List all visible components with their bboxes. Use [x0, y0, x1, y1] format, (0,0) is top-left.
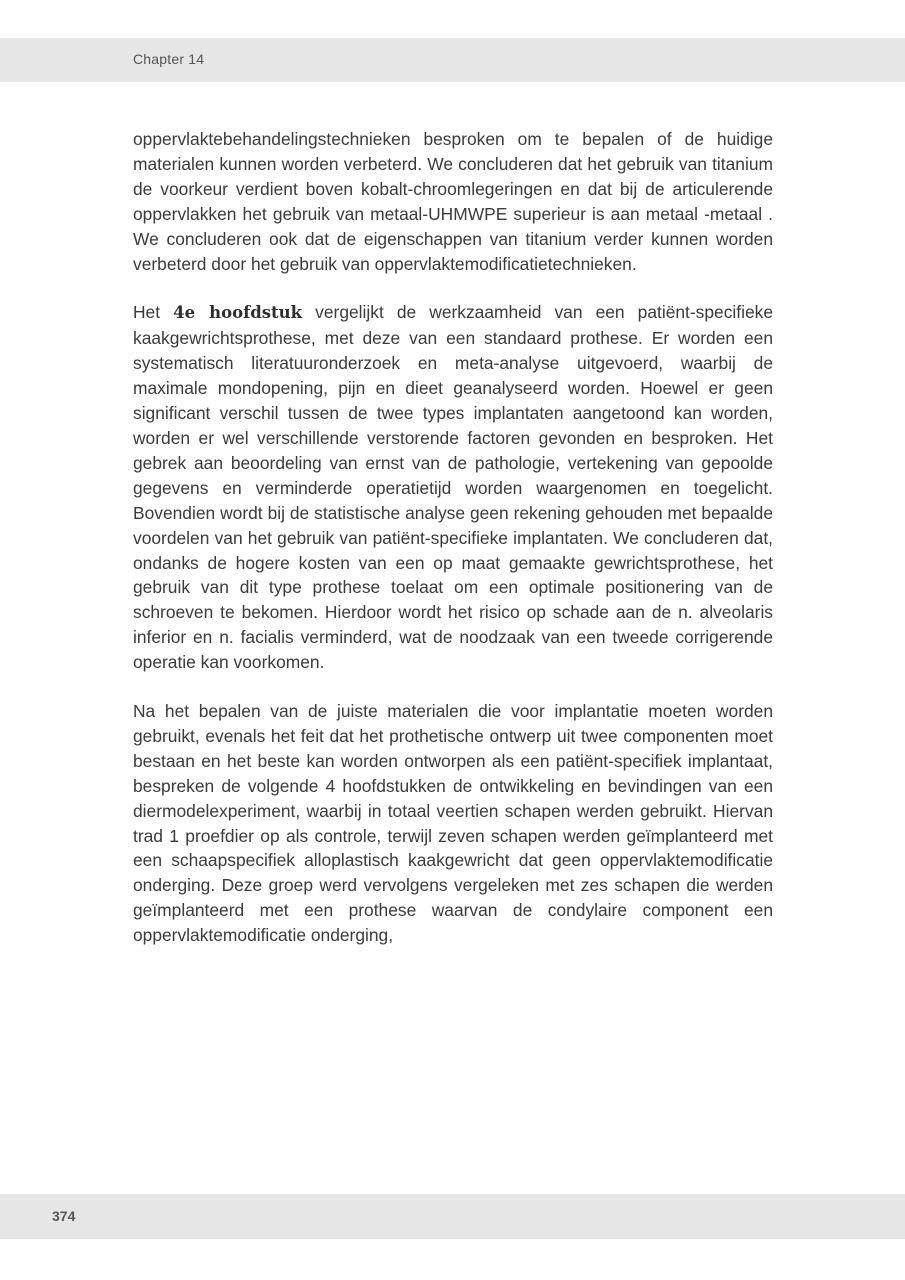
running-header — [0, 38, 905, 82]
page-number: 374 — [52, 1208, 76, 1224]
paragraph-2-text: vergelijkt de werkzaamheid van een patiënt-specifieke kaakgewrichtsprothese, met deze van een standaard prothese. Er worden een systematisch literatuuronderzoek en meta-analyse uitgevoerd, waarbij de maximale mondopening, pijn en dieet geanalyseerd worden. Hoewel er geen significant verschil tussen de twee types implantaten aangetoond kan worden, worden er wel verschillende verstorende factoren gevonden en besproken. Het gebrek aan beoordeling van ernst van de pathologie, vertekening van gepoolde gegevens en verminderde operatietijd worden waargenomen en toegelicht. Bovendien wordt bij de statistische analyse geen rekening gehouden met bepaalde voordelen van het gebruik van patiënt-specifieke implantaten. We concluderen dat, ondanks de hogere kosten van een op maat gemaakte gewrichtsprothese, het gebruik van dit type prothese toelaat om een optimale positionering van de schroeven te bekomen. Hierdoor wordt het risico op schade aan de n. alveolaris inferior en n. facialis verminderd, wat de noodzaak van een tweede corrigerende operatie kan voorkomen. — [133, 302, 773, 673]
body-text — [133, 127, 773, 972]
running-footer — [0, 1194, 905, 1239]
paragraph-3: Na het bepalen van de juiste materialen die voor implantatie moeten worden gebruikt, evenals het feit dat het prothetische ontwerp uit twee componenten moet bestaan en het beste kan worden ontworpen als een patiënt-specifiek implantaat, bespreken de volgende 4 hoofdstukken de ontwikkeling en bevindingen van een diermodelexperiment, waarbij in totaal veertien schapen werden gebruikt. Hiervan trad 1 proefdier op als controle, terwijl zeven schapen werden geïmplanteerd met een schaapspecifiek alloplastisch kaakgewricht dat geen oppervlaktemodificatie onderging. Deze groep werd vervolgens vergeleken met zes schapen die werden geïmplanteerd met een prothese waarvan de condylaire component een oppervlaktemodificatie onderging, — [133, 701, 773, 946]
chapter-4-emphasis: 4e hoofdstuk — [173, 303, 303, 323]
paragraph-1: oppervlaktebehandelingstechnieken besproken om te bepalen of de huidige materialen kunnen worden verbeterd. We concluderen dat het gebruik van titanium de voorkeur verdient boven kobalt-chroomlegeringen en dat bij de articulerende oppervlakken het gebruik van metaal-UHMWPE superieur is aan metaal -metaal . We concluderen ook dat de eigenschappen van titanium verder kunnen worden verbeterd door het gebruik van oppervlaktemodificatietechnieken. — [133, 129, 773, 274]
paragraph-2-prefix: Het — [133, 302, 174, 323]
paragraph-2 — [133, 300, 773, 675]
chapter-label: Chapter 14 — [133, 51, 205, 67]
